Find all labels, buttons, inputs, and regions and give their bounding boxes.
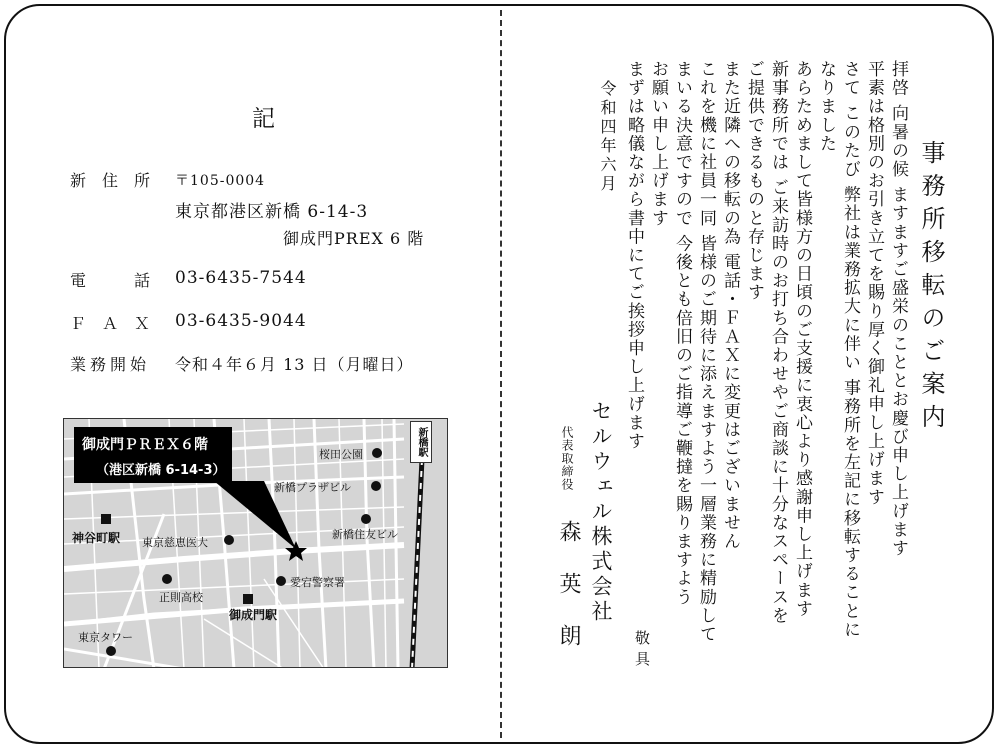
map-label-kamiyacho-station: 神谷町駅 [72, 531, 121, 545]
closing-keigu: 敬具 [633, 630, 651, 672]
fold-divider [500, 10, 502, 738]
ki-heading: 記 [252, 106, 275, 132]
location-callout [74, 427, 232, 483]
company-name: セルウェル株式会社 [589, 400, 613, 625]
body-line-1: 拝啓 向暑の候 ますますご盛栄のこととお慶び申し上げます [888, 60, 908, 558]
body-line-2: 平素は格別のお引き立てを賜り厚く御礼申し上げます [864, 60, 884, 507]
body-line-11: お願い申し上げます [648, 60, 668, 228]
callout-building: 御成門ＰＲＥＸ６階 [82, 437, 208, 453]
body-line-12: まずは略儀ながら書中にてご挨拶申し上げます [624, 60, 644, 451]
access-map [63, 418, 448, 668]
map-label-shimbashi-plaza: 新橋プラザビル [274, 481, 351, 494]
map-label-onarimon-station: 御成門駅 [229, 608, 278, 622]
body-line-8: また近隣への移転の為 電話・ＦＡＸに変更はございません [720, 60, 740, 551]
map-label-shimbashi-sumitomo: 新橋住友ビル [332, 528, 398, 541]
body-line-9: これを機に社員一同 皆様のご期待に添えますよう一層業務に精励して [696, 60, 716, 644]
map-label-tokyo-tower: 東京タワー [78, 631, 133, 644]
letter-date: 令和四年六月 [598, 80, 617, 194]
shimbashi-station-label: 新橋駅 [410, 421, 432, 463]
body-line-5: あらためまして皆様方の日頃のご支援に衷心より感謝申し上げます [792, 60, 812, 618]
representative-title: 代表取締役 [560, 426, 574, 491]
tel-number: 03-6435-7544 [175, 268, 307, 288]
fax-number: 03-6435-9044 [175, 311, 307, 331]
address-label: 新 住 所 [70, 171, 150, 190]
map-label-atago-police: 愛宕警察署 [290, 576, 345, 589]
map-label-jikei-univ: 東京慈恵医大 [142, 536, 208, 549]
body-line-4: なりました [816, 60, 836, 153]
body-line-7: ご提供できるものと存じます [744, 60, 764, 302]
map-label-sakurada-park: 桜田公園 [319, 448, 363, 461]
start-label: 業務開始 [70, 355, 151, 374]
address-line2: 御成門PREX 6 階 [283, 229, 425, 248]
map-label-seisoku-high: 正則高校 [159, 591, 203, 604]
start-date: 令和４年６月 13 日（月曜日） [175, 355, 414, 374]
representative-name: 森英朗 [556, 520, 581, 676]
body-line-6: 新事務所では ご来訪時のお打ち合わせやご商談に十分なスペースを [768, 60, 788, 626]
body-line-10: まいる決意ですので 今後とも倍旧のご指導ご鞭撻を賜りますよう [672, 60, 692, 607]
address-line1: 東京都港区新橋 6-14-3 [175, 202, 369, 222]
tel-label: 電 話 [70, 271, 150, 290]
notice-title: 事務所移転のご案内 [917, 140, 945, 437]
body-line-3: さて このたび 弊社は業務拡大に伴い 事務所を左記に移転することに [840, 60, 860, 640]
fax-label: Ｆ Ａ Ｘ [70, 314, 150, 333]
callout-address: （港区新橋 6-14-3） [96, 463, 226, 478]
postal-code: 〒105-0004 [175, 173, 266, 189]
